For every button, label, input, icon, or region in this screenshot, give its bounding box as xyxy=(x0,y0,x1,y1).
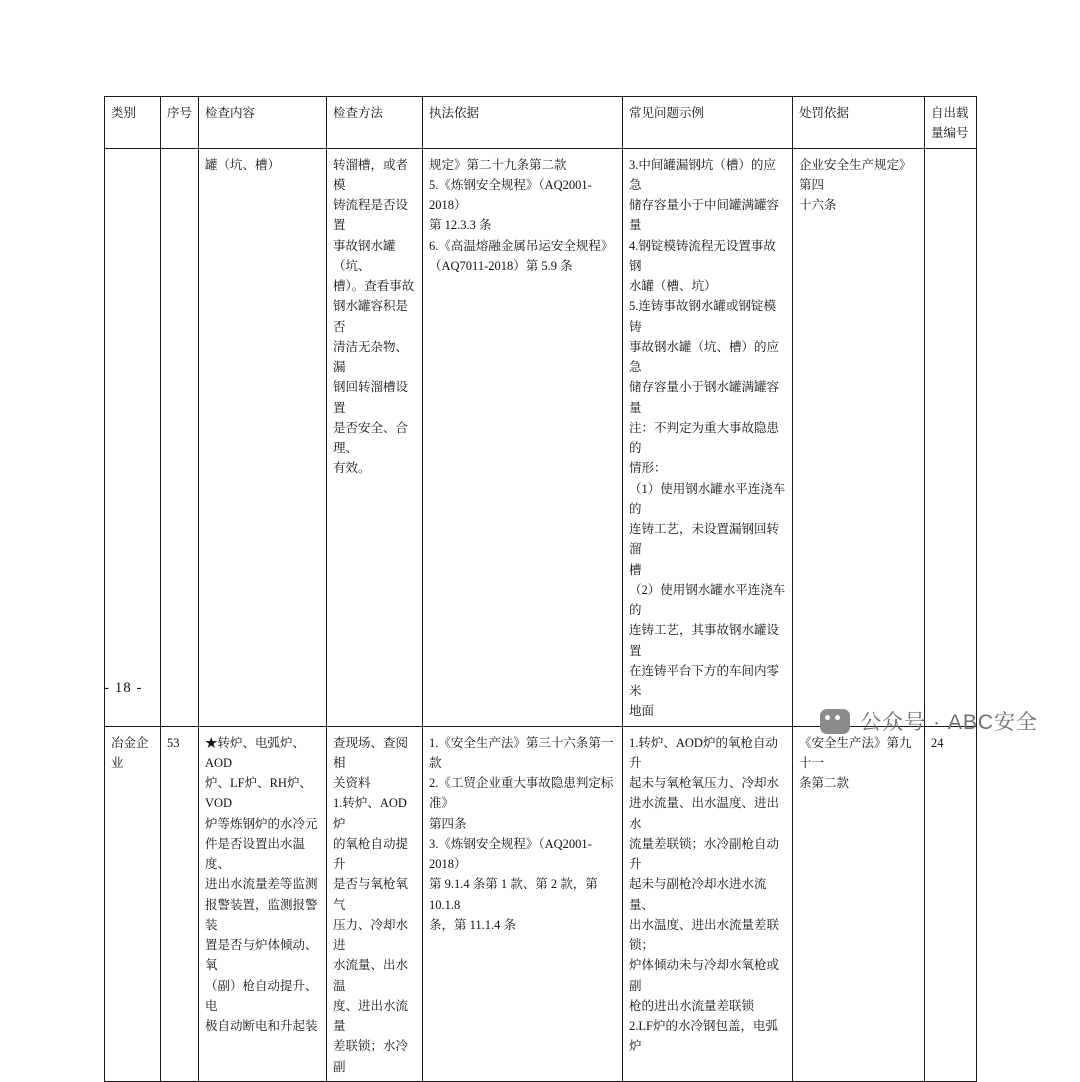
text-line: 企业安全生产规定》第四 xyxy=(799,157,912,192)
cell-punishment-basis xyxy=(793,148,925,726)
text-line: 起未与氧枪氧压力、冷却水 xyxy=(629,776,780,790)
text-line: 查现场、查阅相 xyxy=(333,735,409,770)
cell-content xyxy=(199,148,327,726)
column-header-category: 类别 xyxy=(105,97,161,149)
wechat-icon xyxy=(820,709,850,734)
text-line: 3.中间罐漏钢坑（槽）的应急 xyxy=(629,157,776,192)
text-line: 清洁无杂物、漏 xyxy=(333,339,409,374)
text-line: 十六条 xyxy=(799,198,837,212)
text-line: 差联锁；水冷副 xyxy=(333,1039,409,1074)
table-row xyxy=(105,148,977,726)
text-line: 流量差联锁；水冷副枪自动升 xyxy=(629,836,780,871)
text-line: 水流量、出水温 xyxy=(333,958,409,993)
text-line: 报警装置，监测报警装 xyxy=(205,897,318,932)
text-line: 在连铸平台下方的车间内零米 xyxy=(629,663,780,698)
text-line: 2.《工贸企业重大事故隐患判定标准》 xyxy=(429,776,614,811)
cell-number xyxy=(161,148,199,726)
column-header-content: 检查内容 xyxy=(199,97,327,149)
text-line: 关资料 xyxy=(333,776,371,790)
cell-content xyxy=(199,726,327,1081)
text-line: 度、进出水流量 xyxy=(333,998,409,1033)
page-number: - 18 - xyxy=(104,680,143,696)
text-line: 地面 xyxy=(629,704,655,719)
cell-punishment-basis xyxy=(793,726,925,1081)
inspection-table xyxy=(104,96,977,1082)
text-line: 起未与副枪冷却水进水流量、 xyxy=(629,877,767,912)
text-line: 1.转炉、AOD炉的氧枪自动升 xyxy=(629,735,778,770)
text-line: 炉、LF炉、RH炉、VOD xyxy=(205,776,312,811)
text-line: 事故钢水罐（坑、 xyxy=(333,238,396,273)
text-line: 第 12.3.3 条 xyxy=(429,218,492,233)
cell-method xyxy=(327,148,423,726)
text-line: 是否与氧枪氧气 xyxy=(333,877,409,912)
text-line: 极自动断电和升起装 xyxy=(205,1019,318,1033)
text-line: 储存容量小于中间罐满罐容量 xyxy=(629,198,780,233)
text-line: 情形： xyxy=(629,461,667,476)
text-line: 《安全生产法》第九十一 xyxy=(799,735,912,770)
column-header-law-basis: 执法依据 xyxy=(423,97,623,149)
text-line: 是否安全、合理、 xyxy=(333,420,409,455)
text-line: 钢回转溜槽设置 xyxy=(333,380,409,415)
text-line: 炉体倾动未与冷却水氧枪或副 xyxy=(629,958,780,993)
cell-code xyxy=(925,148,977,726)
text-line: 进水流量、出水温度、进出水 xyxy=(629,796,780,831)
column-header-problems: 常见问题示例 xyxy=(623,97,793,149)
text-line: （2）使用钢水罐水平连浇车的 xyxy=(629,582,786,617)
text-line: 的氧枪自动提升 xyxy=(333,836,409,871)
cell-problems xyxy=(623,148,793,726)
text-line: 钢水罐容积是否 xyxy=(333,299,409,334)
column-header-method: 检查方法 xyxy=(327,97,423,149)
text-line: 铸流程是否设置 xyxy=(333,198,409,233)
text-line: 第 9.1.4 条第 1 款、第 2 款，第 10.1.8 xyxy=(429,877,598,912)
text-line: 事故钢水罐（坑、槽）的应急 xyxy=(629,339,780,374)
cell-number: 53 xyxy=(161,726,199,1081)
cell-problems xyxy=(623,726,793,1081)
table-row xyxy=(105,726,977,1081)
text-line: 3.《炼钢安全规程》（AQ2001-2018） xyxy=(429,836,592,871)
text-line: 槽 xyxy=(629,562,642,577)
text-line: 有效。 xyxy=(333,461,371,476)
text-line: 出水温度、进出水流量差联锁； xyxy=(629,917,780,952)
cell-category xyxy=(105,148,161,726)
cell-category: 冶金企业 xyxy=(105,726,161,1081)
text-line: 连铸工艺，未设置漏钢回转溜 xyxy=(629,522,780,557)
column-header-punishment-basis: 处罚依据 xyxy=(793,97,925,149)
text-line: 第四条 xyxy=(429,816,467,831)
text-line: ★转炉、电弧炉、AOD xyxy=(205,735,306,770)
text-line: 进出水流量差等监测 xyxy=(205,877,318,892)
text-line: 压力、冷却水进 xyxy=(333,917,409,952)
text-line: 炉等炼钢炉的水冷元 xyxy=(205,816,318,831)
text-line: 1.转炉、AOD炉 xyxy=(333,796,407,831)
text-line: 5.《炼钢安全规程》（AQ2001-2018） xyxy=(429,177,592,212)
text-line: 条，第 11.1.4 条 xyxy=(429,917,517,932)
cell-code: 24 xyxy=(925,726,977,1081)
text-line: 1.《安全生产法》第三十六条第一款 xyxy=(429,735,614,770)
text-line: 条第二款 xyxy=(799,776,850,790)
cell-method xyxy=(327,726,423,1081)
table-header-row xyxy=(105,97,977,149)
column-header-code: 自出载量编号 xyxy=(925,97,977,149)
text-line: 连铸工艺，其事故钢水罐设置 xyxy=(629,623,780,658)
text-line: 储存容量小于钢水罐满罐容量 xyxy=(629,380,780,415)
column-header-number: 序号 xyxy=(161,97,199,149)
text-line: 枪的进出水流量差联锁 xyxy=(629,998,755,1013)
text-line: 规定》第二十九条第二款 xyxy=(429,157,567,172)
text-line: 槽）。查看事故 xyxy=(333,279,415,293)
cell-law-basis xyxy=(423,148,623,726)
text-line: （1）使用钢水罐水平连浇车的 xyxy=(629,481,786,516)
text-line: 水罐（槽、坑） xyxy=(629,279,717,293)
text-line: 罐（坑、槽） xyxy=(205,157,281,172)
text-line: 2.LF炉的水冷钢包盖，电弧炉 xyxy=(629,1019,778,1054)
text-line: 注：不判定为重大事故隐患的 xyxy=(629,420,780,455)
text-line: （AQ7011-2018）第 5.9 条 xyxy=(429,258,573,273)
text-line: 6.《高温熔融金属吊运安全规程》 xyxy=(429,238,614,253)
text-line: 5.连铸事故钢水罐或钢锭模铸 xyxy=(629,299,776,334)
text-line: 转溜槽，或者模 xyxy=(333,157,409,192)
footer-brand-text: 公众号 · ABC安全 xyxy=(860,711,1038,734)
text-line: 件是否设置出水温度、 xyxy=(205,836,306,871)
table-body xyxy=(105,148,977,1081)
footer-brand xyxy=(820,706,1038,736)
text-line: 置是否与炉体倾动、氧 xyxy=(205,938,318,973)
text-line: 4.钢锭模铸流程无设置事故钢 xyxy=(629,238,776,273)
text-line: （副）枪自动提升、电 xyxy=(205,978,318,1013)
table-header xyxy=(105,97,977,149)
cell-law-basis xyxy=(423,726,623,1081)
